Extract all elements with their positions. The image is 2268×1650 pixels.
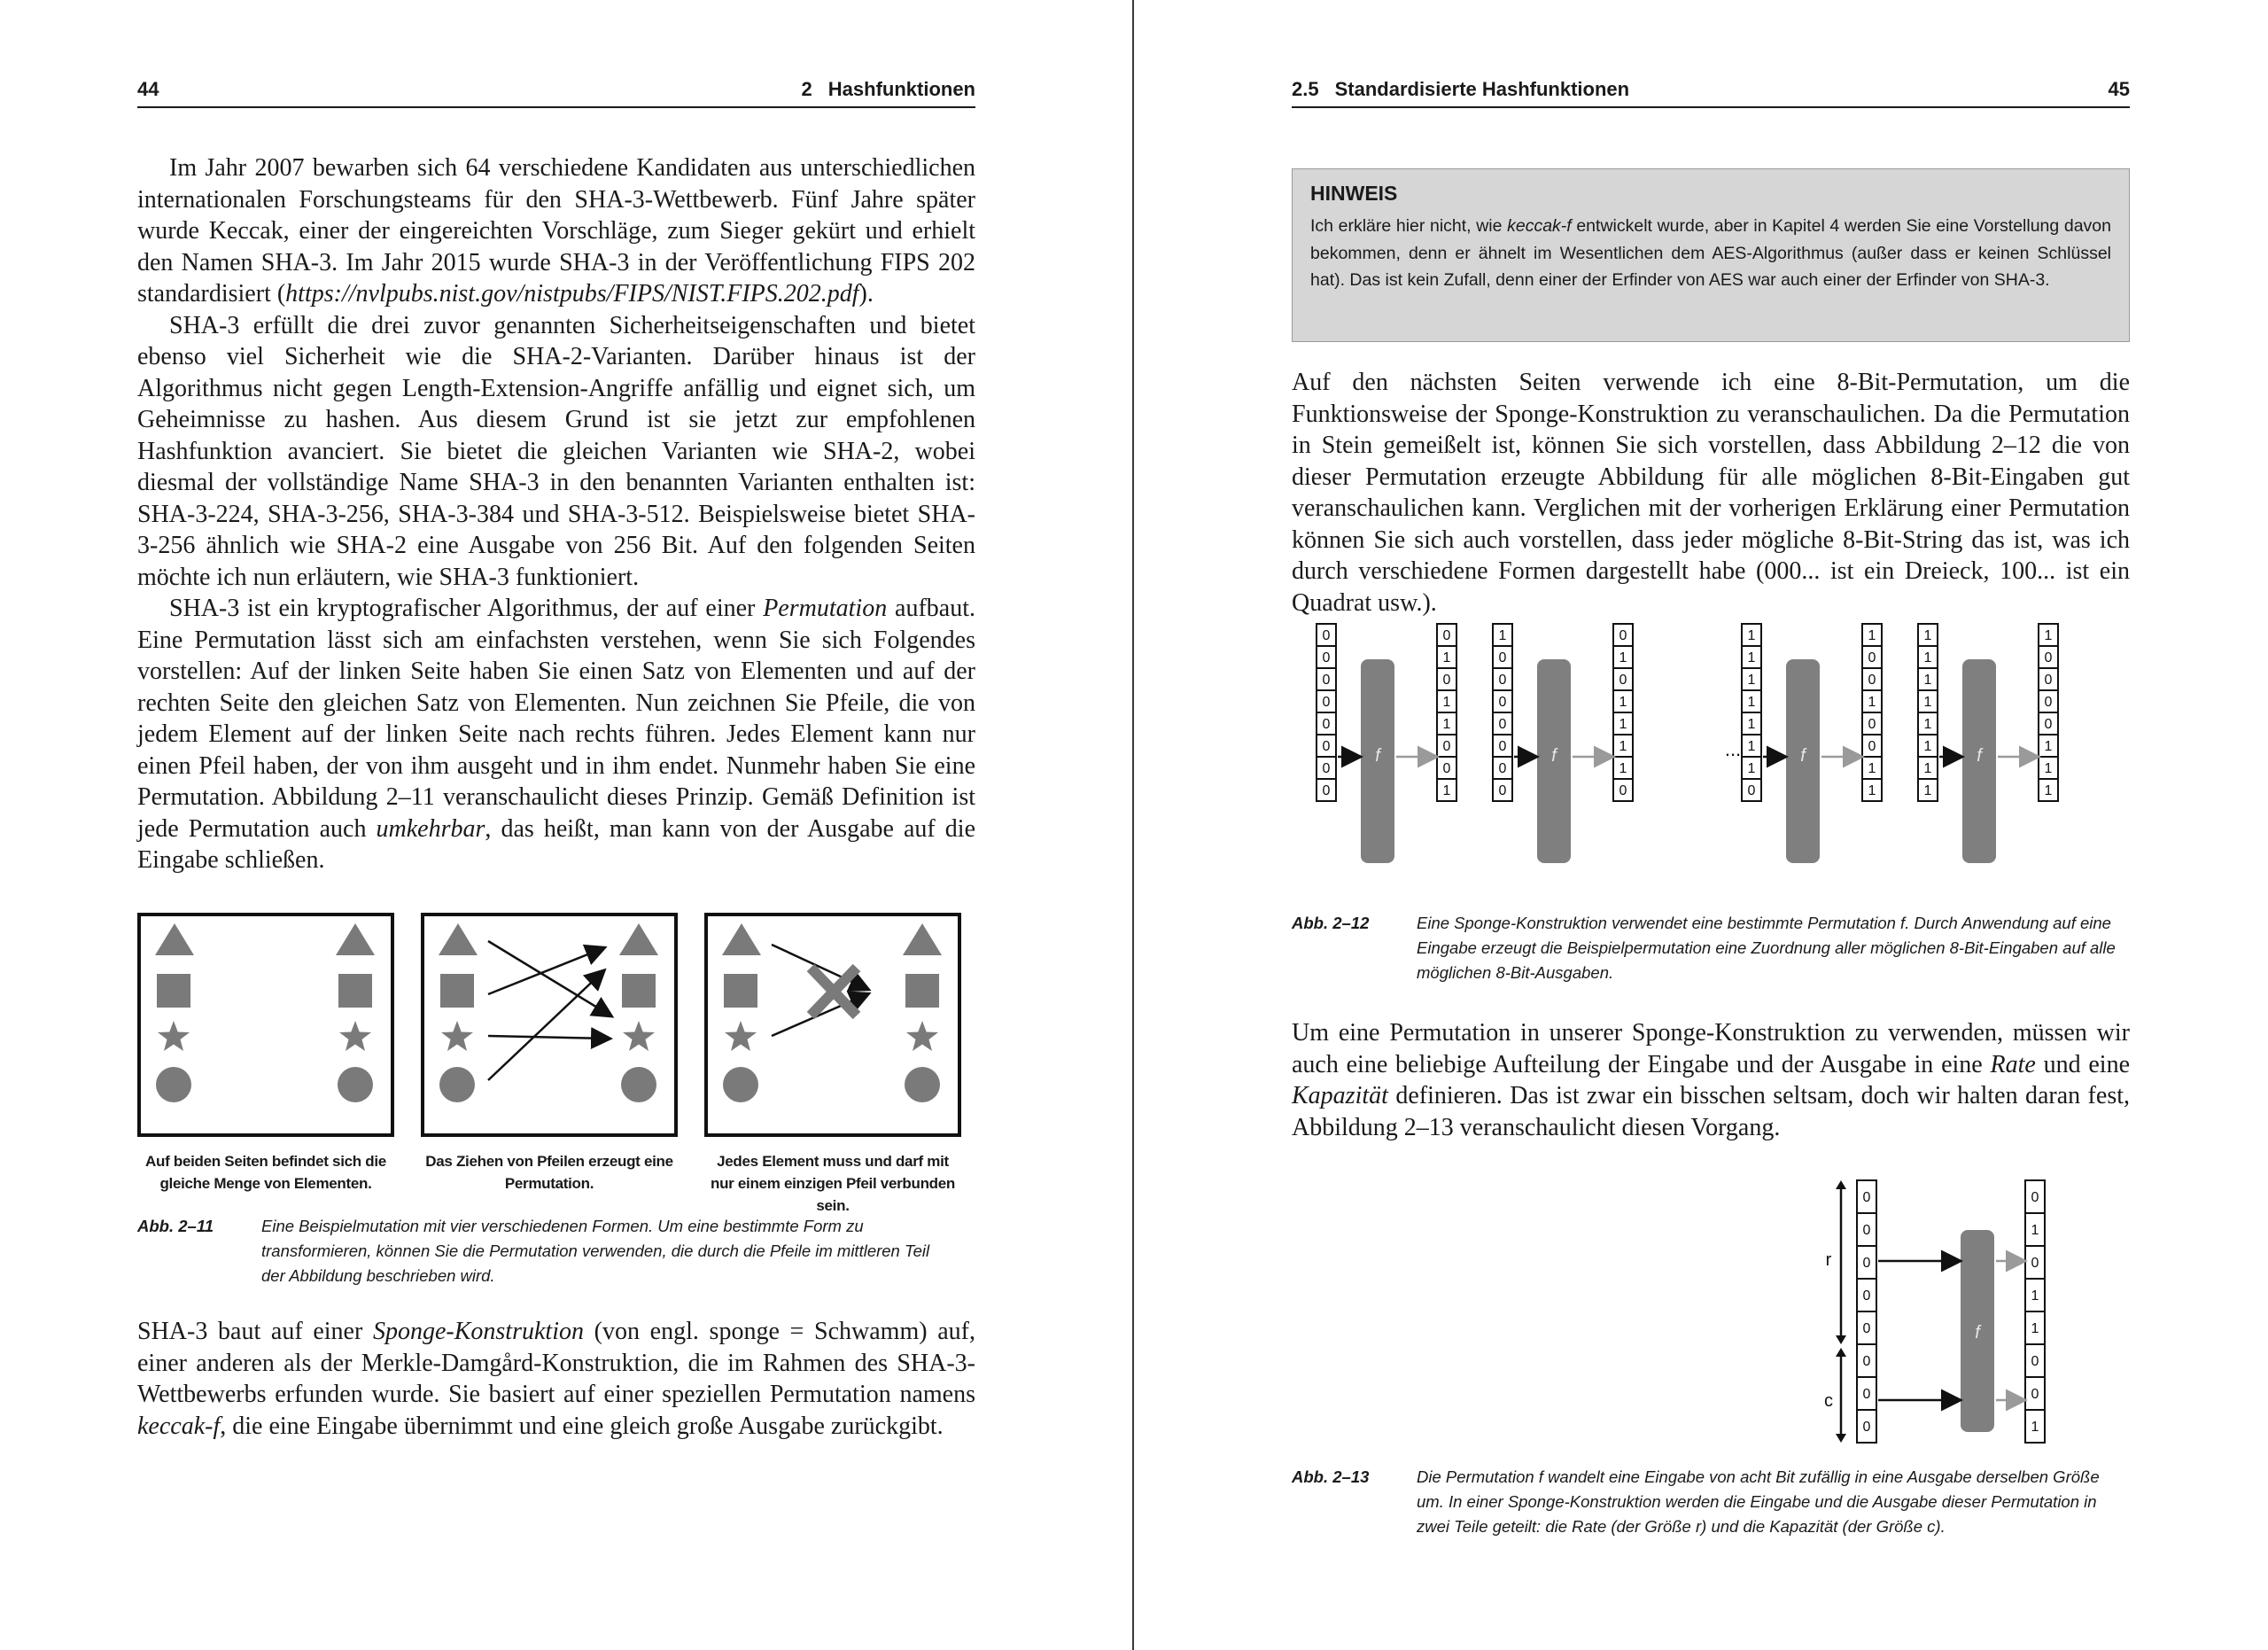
input-bit-value: 0 bbox=[1322, 673, 1331, 688]
output-bit-value: 0 bbox=[2044, 673, 2053, 688]
figure-label: Abb. 2–12 bbox=[1292, 914, 1370, 932]
output-bit-value: 1 bbox=[2044, 739, 2053, 754]
input-bit-value: 0 bbox=[1747, 783, 1756, 798]
figure-2-13 bbox=[1292, 1170, 2130, 1458]
section-number: 2.5 bbox=[1292, 78, 1319, 100]
output-bit-value: 0 bbox=[1868, 739, 1876, 754]
paragraph bbox=[137, 152, 975, 310]
text-run: SHA-3 baut auf einer bbox=[137, 1318, 373, 1345]
output-bit-value: 0 bbox=[2031, 1190, 2039, 1205]
star-shape bbox=[441, 1021, 473, 1051]
output-bit-value: 0 bbox=[1442, 673, 1451, 688]
figure-panel-arrows bbox=[421, 913, 678, 1137]
input-bit-value: 1 bbox=[1923, 739, 1932, 754]
input-bit-value: 0 bbox=[1322, 695, 1331, 710]
circle-shape bbox=[156, 1067, 191, 1102]
emphasis: umkehrbar bbox=[376, 814, 485, 843]
section-heading bbox=[1292, 78, 1629, 101]
output-bit-value: 0 bbox=[2031, 1256, 2039, 1271]
hinweis-box bbox=[1292, 168, 2130, 342]
text-run: und eine bbox=[2035, 1050, 2130, 1078]
output-bit-value: 1 bbox=[1442, 650, 1451, 665]
input-bit-value: 0 bbox=[1322, 761, 1331, 776]
square-shape bbox=[724, 974, 757, 1008]
running-head-right bbox=[1292, 80, 2130, 108]
output-bit-value: 1 bbox=[1442, 717, 1451, 732]
figure-label: Abb. 2–13 bbox=[1292, 1467, 1370, 1486]
emphasis: Kapazität bbox=[1292, 1082, 1388, 1109]
f-label: f bbox=[1977, 746, 1982, 766]
capacity-label: c bbox=[1824, 1391, 1833, 1411]
chapter-heading bbox=[802, 78, 975, 101]
star-shape bbox=[158, 1021, 190, 1051]
input-bit-value: 1 bbox=[1923, 673, 1932, 688]
page-number-right: 45 bbox=[2108, 78, 2130, 100]
figure-caption-text: Eine Beispielmutation mit vier verschiedenen Formen. Um eine bestimmte Form zu transformieren, können Sie die Permutation verwenden, die durch die Pfeile im mittleren Teil der Abbildung beschrieben wird. bbox=[261, 1217, 930, 1285]
text-run: , die eine Eingabe übernimmt und eine gleich große Ausgabe zurückgibt. bbox=[220, 1412, 944, 1440]
output-bit-value: 1 bbox=[2044, 628, 2053, 643]
f-label: f bbox=[1800, 746, 1806, 766]
text-run: SHA-3 erfüllt die drei zuvor genannten Sicherheitseigenschaften und bietet ebenso viel Sicherheit wie die SHA-2-Varianten. Darüber hinaus ist der Algorithmus nicht gegen Length-Extension-Angriffe anfällig und eignet sich, um Geheimnisse zu hashen. Aus diesem Grund ist sie jetzt zur empfohlenen Hashfunktion avanciert. Sie bietet die gleichen Varianten wie SHA-2, wobei diesmal der vollständige Name SHA-3 in den benannten Varianten enthalten ist: SHA-3-224, SHA-3-256, SHA-3-384 und SHA-3-512. Beispielsweise bietet SHA-3-256 ähnlich wie SHA-2 eine Ausgabe von 256 Bit. Auf den folgenden Seiten möchte ich nun erläutern, wie SHA-3 funktioniert. bbox=[137, 311, 975, 591]
output-bit-value: 0 bbox=[2044, 695, 2053, 710]
output-bit-value: 0 bbox=[2031, 1387, 2039, 1402]
text-run: , das heißt, man kann von der Ausgabe auf die Eingabe schließen. bbox=[137, 814, 975, 874]
triangle-shape bbox=[439, 923, 478, 955]
text-run: Im Jahr 2007 bewarben sich 64 verschiedene Kandidaten aus unterschiedlichen internationalen Forschungsteams für den SHA-3-Wettbewerb. Fünf Jahre später wurde Keccak, einer der eingereichten Vorschläge, zum Sieger gekürt und erhielt den Namen SHA-3. Im Jahr 2015 wurde SHA-3 in der Veröffentlichung FIPS 202 standardisiert ( bbox=[137, 154, 975, 307]
output-bit-value: 0 bbox=[1619, 628, 1627, 643]
input-bit-value: 0 bbox=[1322, 739, 1331, 754]
star-shape bbox=[725, 1021, 757, 1051]
input-bit-value: 0 bbox=[1498, 673, 1507, 688]
f-label: f bbox=[1975, 1323, 1980, 1343]
input-bit-value: 1 bbox=[1923, 783, 1932, 798]
output-bit-value: 1 bbox=[1442, 695, 1451, 710]
input-bit-value: 0 bbox=[1862, 1354, 1871, 1369]
panel-caption: Das Ziehen von Pfeilen erzeugt eine Permutation. bbox=[425, 1153, 673, 1192]
triangle-shape bbox=[619, 923, 658, 955]
triangle-shape bbox=[903, 923, 942, 955]
triangle-shape bbox=[722, 923, 761, 955]
input-bit-value: 1 bbox=[1747, 717, 1756, 732]
input-bit-value: 0 bbox=[1498, 717, 1507, 732]
input-bit-value: 1 bbox=[1747, 761, 1756, 776]
input-bit-value: 0 bbox=[1322, 628, 1331, 643]
figure-panel-same-sets bbox=[137, 913, 394, 1137]
body-text-right-top bbox=[1292, 367, 2130, 619]
panel-caption: Jedes Element muss und darf mit nur einem einzigen Pfeil verbunden sein. bbox=[710, 1153, 956, 1214]
triangle-shape bbox=[336, 923, 375, 955]
figure-panel-invalid-arrow bbox=[704, 913, 961, 1137]
url-link-text: https://nvlpubs.nist.gov/nistpubs/FIPS/NIST.FIPS.202.pdf bbox=[285, 280, 859, 307]
input-bit-value: 0 bbox=[1862, 1420, 1871, 1435]
figure-2-11 bbox=[137, 913, 975, 1214]
paragraph bbox=[137, 1316, 975, 1442]
chapter-title: Hashfunktionen bbox=[827, 78, 975, 100]
figure-2-12 bbox=[1292, 611, 2130, 904]
output-bit-value: 0 bbox=[1442, 739, 1451, 754]
input-bit-value: 0 bbox=[1322, 650, 1331, 665]
capacity-bracket-arrow-head bbox=[1836, 1434, 1846, 1443]
text-run: Um eine Permutation in unserer Sponge-Konstruktion zu verwenden, müssen wir auch eine beliebige Aufteilung der Eingabe und der Ausgabe in eine bbox=[1292, 1019, 2130, 1078]
input-bit-value: 1 bbox=[1498, 628, 1507, 643]
right-page bbox=[1134, 0, 2268, 1650]
figure-caption-2-11 bbox=[137, 1214, 975, 1290]
page-number-left: 44 bbox=[137, 78, 159, 100]
input-bit-value: 0 bbox=[1498, 650, 1507, 665]
body-text-left-top bbox=[137, 152, 975, 876]
output-bit-value: 0 bbox=[2044, 717, 2053, 732]
input-bit-value: 0 bbox=[1498, 695, 1507, 710]
output-bit-value: 0 bbox=[1442, 628, 1451, 643]
section-title: Standardisierte Hashfunktionen bbox=[1334, 78, 1630, 100]
circle-shape bbox=[723, 1067, 758, 1102]
body-text-left-bottom bbox=[137, 1316, 975, 1442]
input-bit-value: 1 bbox=[1923, 761, 1932, 776]
rate-bracket-arrow-head bbox=[1836, 1180, 1846, 1189]
input-bit-value: 0 bbox=[1862, 1190, 1871, 1205]
square-shape bbox=[440, 974, 474, 1008]
capacity-bracket-arrow-head bbox=[1836, 1348, 1846, 1357]
text-run: entwickelt wurde, aber in Kapitel 4 werden Sie eine Vorstellung davon bekommen, denn er ähnelt im Wesentlichen dem AES-Algorithmus (außer dass er keinen Schlüssel hat). Das ist kein Zufall, denn einer der Erfinder von AES war auch einer der Erfinder von SHA-3. bbox=[1310, 216, 2111, 290]
input-bit-value: 0 bbox=[1498, 739, 1507, 754]
circle-shape bbox=[905, 1067, 940, 1102]
input-bit-value: 1 bbox=[1747, 628, 1756, 643]
body-text-right-bottom bbox=[1292, 1017, 2130, 1143]
output-bit-value: 1 bbox=[1619, 650, 1627, 665]
star-shape bbox=[339, 1021, 371, 1051]
output-bit-value: 1 bbox=[1442, 783, 1451, 798]
input-bit-value: 1 bbox=[1923, 717, 1932, 732]
figure-caption-2-12 bbox=[1292, 911, 2130, 991]
square-shape bbox=[622, 974, 656, 1008]
output-bit-value: 0 bbox=[1442, 761, 1451, 776]
input-bit-value: 0 bbox=[1862, 1321, 1871, 1336]
output-bit-value: 1 bbox=[1868, 695, 1876, 710]
output-bit-value: 1 bbox=[2031, 1288, 2039, 1304]
square-shape bbox=[157, 974, 190, 1008]
ellipsis-text: ... bbox=[1724, 738, 1742, 760]
output-bit-value: 1 bbox=[2044, 761, 2053, 776]
input-bit-value: 1 bbox=[1923, 695, 1932, 710]
input-bit-value: 0 bbox=[1322, 717, 1331, 732]
chapter-number: 2 bbox=[801, 78, 812, 100]
output-bit-value: 0 bbox=[1868, 673, 1876, 688]
output-bit-value: 1 bbox=[2031, 1420, 2039, 1435]
circle-shape bbox=[439, 1067, 475, 1102]
square-shape bbox=[905, 974, 939, 1008]
paragraph bbox=[137, 593, 975, 876]
input-bit-value: 0 bbox=[1862, 1387, 1871, 1402]
text-run: SHA-3 ist ein kryptografischer Algorithmus, der auf einer bbox=[169, 595, 764, 622]
hinweis-title: HINWEIS bbox=[1310, 182, 1398, 205]
input-bit-value: 0 bbox=[1862, 1256, 1871, 1271]
text-run: definieren. Das ist zwar ein bisschen seltsam, doch wir halten daran fest, Abbildung 2–13 veranschaulicht diesen Vorgang. bbox=[1292, 1082, 2130, 1141]
output-bit-value: 1 bbox=[2031, 1223, 2039, 1238]
circle-shape bbox=[621, 1067, 656, 1102]
output-bit-value: 1 bbox=[1619, 695, 1627, 710]
input-bit-value: 0 bbox=[1322, 783, 1331, 798]
f-label: f bbox=[1375, 746, 1380, 766]
input-bit-value: 0 bbox=[1498, 783, 1507, 798]
arrow-line bbox=[488, 1036, 609, 1039]
paragraph bbox=[137, 310, 975, 594]
input-bit-value: 0 bbox=[1498, 761, 1507, 776]
output-bit-value: 0 bbox=[2031, 1354, 2039, 1369]
output-bit-value: 1 bbox=[1868, 761, 1876, 776]
output-bit-value: 1 bbox=[1868, 783, 1876, 798]
figure-label: Abb. 2–11 bbox=[137, 1217, 214, 1235]
emphasis: Rate bbox=[1990, 1050, 2036, 1078]
input-bit-value: 1 bbox=[1747, 739, 1756, 754]
star-shape bbox=[623, 1021, 655, 1051]
hinweis-text bbox=[1310, 213, 2111, 294]
text-run: Ich erkläre hier nicht, wie bbox=[1310, 216, 1508, 236]
output-bit-value: 1 bbox=[1619, 717, 1627, 732]
input-bit-value: 1 bbox=[1747, 673, 1756, 688]
output-bit-value: 1 bbox=[2044, 783, 2053, 798]
f-label: f bbox=[1551, 746, 1557, 766]
figure-caption-text: Die Permutation f wandelt eine Eingabe von acht Bit zufällig in eine Ausgabe derselben Größe um. In einer Sponge-Konstruktion werden die Eingabe und die Ausgabe dieser Permutation in zwei Teile geteilt: die Rate (der Größe r) und die Kapazität (der Größe c). bbox=[1417, 1467, 2100, 1536]
output-bit-value: 1 bbox=[2031, 1321, 2039, 1336]
output-bit-value: 0 bbox=[1868, 650, 1876, 665]
panel-caption: Auf beiden Seiten befindet sich die gleiche Menge von Elementen. bbox=[145, 1153, 386, 1192]
paragraph bbox=[1292, 1017, 2130, 1143]
emphasis: keccak-f bbox=[1507, 216, 1572, 236]
output-bit-value: 1 bbox=[1868, 628, 1876, 643]
rate-label: r bbox=[1825, 1250, 1832, 1270]
text-run: aufbaut. Eine Permutation lässt sich am einfachsten verstehen, wenn Sie sich Folgendes vorstellen: Auf der linken Seite haben Sie einen Satz von Elementen und auf der rechten Seite den gleichen Satz von Elementen. Nun zeichnen Sie Pfeile, die von jedem Element auf der linken Seite nach rechts führen. Jedes Element kann nur einen Pfeil haben, der von ihm ausgeht und in ihm endet. Nunmehr haben Sie eine Permutation. Abbildung 2–11 veranschaulicht dieses Prinzip. Gemäß Definition ist jede Permutation auch bbox=[137, 595, 975, 843]
input-bit-value: 1 bbox=[1747, 695, 1756, 710]
square-shape bbox=[338, 974, 372, 1008]
output-bit-value: 0 bbox=[1619, 673, 1627, 688]
rate-bracket-arrow-head bbox=[1836, 1335, 1846, 1344]
star-shape bbox=[906, 1021, 938, 1051]
figure-caption-text: Eine Sponge-Konstruktion verwendet eine bestimmte Permutation f. Durch Anwendung auf eine Eingabe erzeugt die Beispielpermutation eine Zuordnung aller möglichen 8-Bit-Eingaben auf alle möglichen 8-Bit-Ausgaben. bbox=[1417, 914, 2116, 982]
emphasis: keccak-f bbox=[137, 1412, 221, 1440]
paragraph: Auf den nächsten Seiten verwende ich eine 8-Bit-Permutation, um die Funktionsweise der Sponge-Konstruktion zu veranschaulichen. Da die Permutation in Stein gemeißelt ist, können Sie sich vorstellen, dass Abbildung 2–12 die von dieser Permutation erzeugte Abbildung für alle möglichen 8-Bit-Eingaben gut veranschaulichen kann. Verglichen mit der vorherigen Erklärung einer Permutation können Sie sich auch vorstellen, dass jeder mögliche 8-Bit-String das ist, was ich durch verschiedene Formen dargestellt habe (000... ist ein Dreieck, 100... ist ein Quadrat usw.). bbox=[1292, 369, 2130, 617]
emphasis: Permutation bbox=[763, 595, 888, 622]
circle-shape bbox=[338, 1067, 373, 1102]
triangle-shape bbox=[155, 923, 194, 955]
emphasis: Sponge-Konstruktion bbox=[372, 1318, 584, 1345]
output-bit-value: 0 bbox=[1619, 783, 1627, 798]
output-bit-value: 1 bbox=[1619, 739, 1627, 754]
input-bit-value: 0 bbox=[1862, 1223, 1871, 1238]
output-bit-value: 1 bbox=[1619, 761, 1627, 776]
output-bit-value: 0 bbox=[2044, 650, 2053, 665]
input-bit-value: 1 bbox=[1923, 628, 1932, 643]
input-bit-value: 1 bbox=[1747, 650, 1756, 665]
text-run: ). bbox=[858, 280, 874, 307]
input-bit-value: 0 bbox=[1862, 1288, 1871, 1304]
output-bit-value: 0 bbox=[1868, 717, 1876, 732]
figure-caption-2-13 bbox=[1292, 1465, 2130, 1545]
input-bit-value: 1 bbox=[1923, 650, 1932, 665]
running-head-left bbox=[137, 80, 975, 108]
text-run: (von engl. sponge = Schwamm) auf, einer anderen als der Merkle-Damgård-Konstruktion, die im Rahmen des SHA-3-Wettbewerbs erfunden wurde. Sie basiert auf einer speziellen Permutation namens bbox=[137, 1318, 975, 1408]
